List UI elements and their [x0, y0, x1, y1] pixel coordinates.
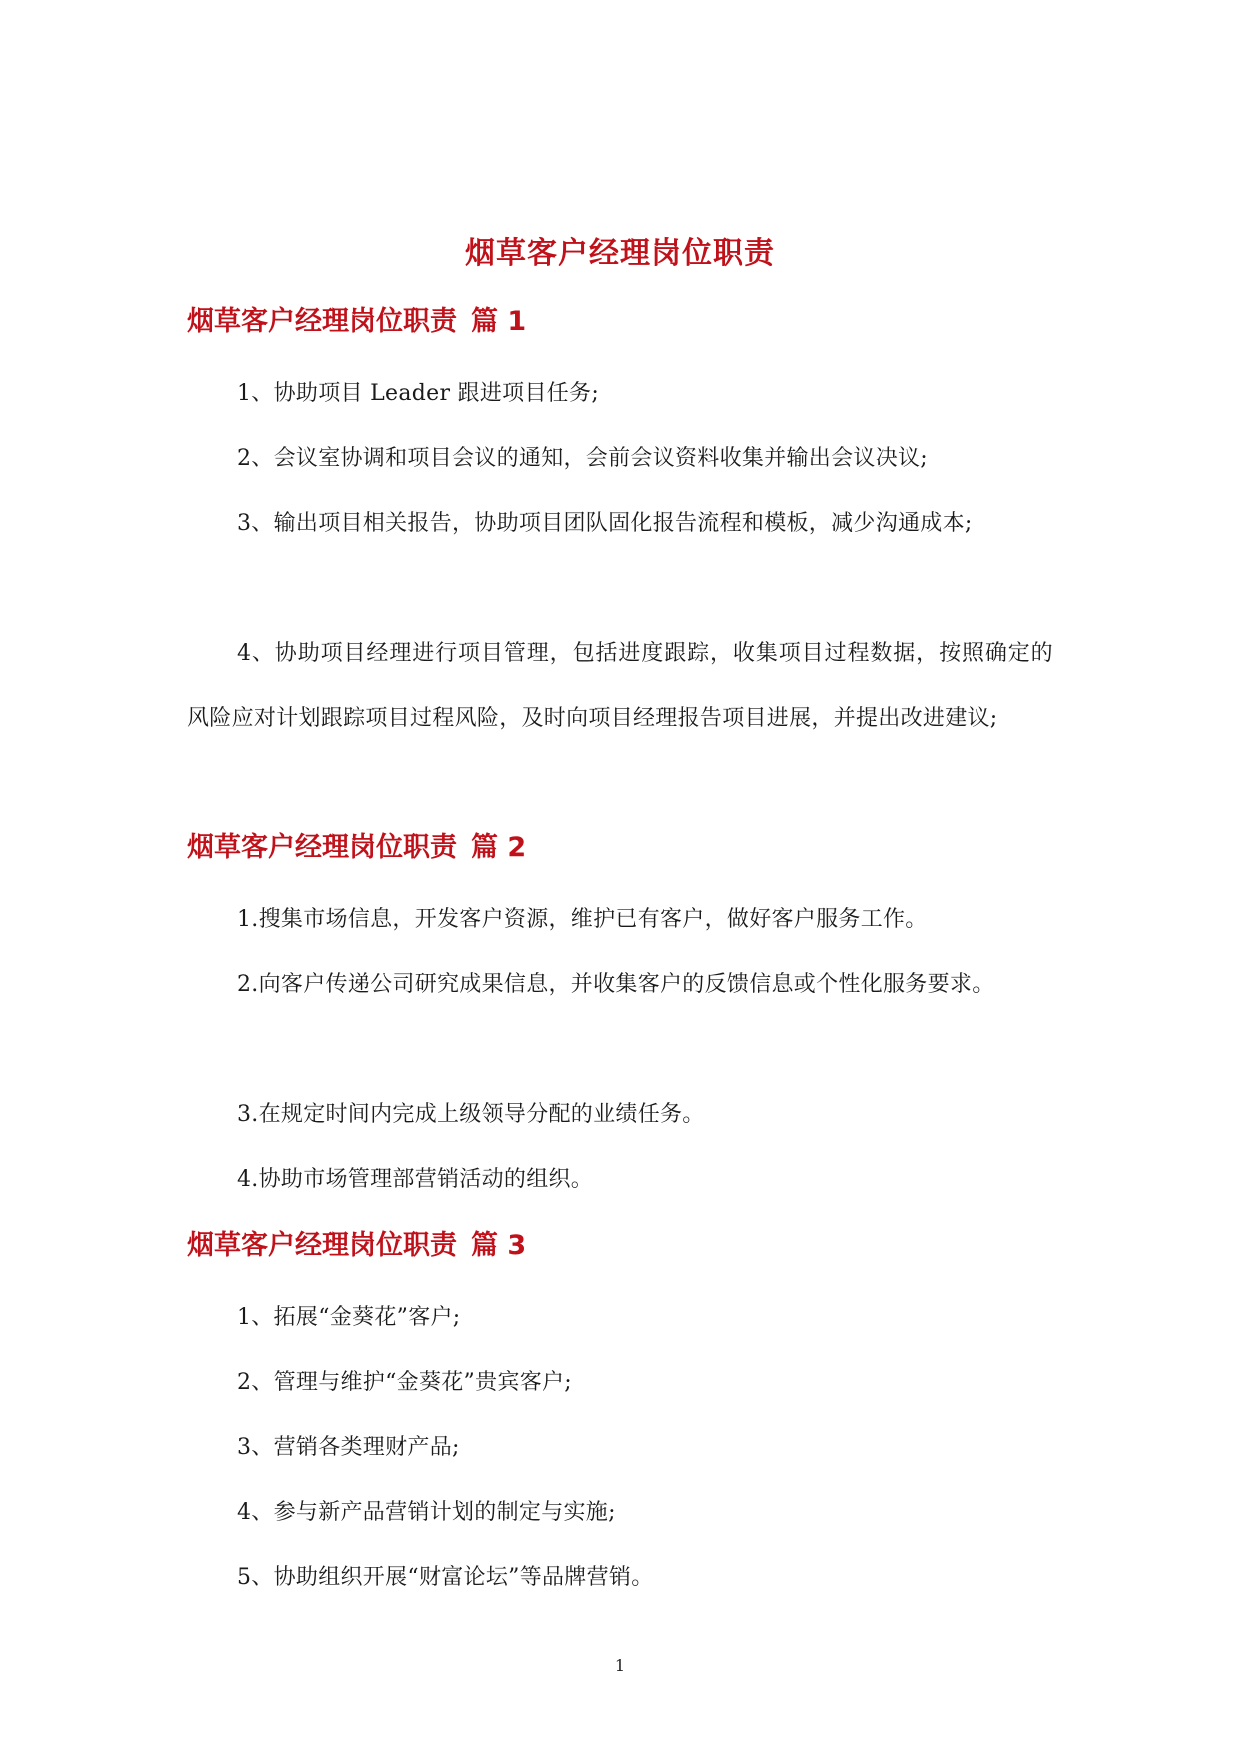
- list-item: 1.搜集市场信息，开发客户资源，维护已有客户，做好客户服务工作。: [237, 907, 928, 932]
- list-item: 2、会议室协调和项目会议的通知，会前会议资料收集并输出会议决议;: [237, 446, 929, 471]
- section-heading-number: 篇 1: [471, 306, 527, 337]
- list-item: 2、管理与维护“金葵花”贵宾客户;: [237, 1370, 573, 1395]
- section-heading-text: 烟草客户经理岗位职责: [187, 832, 457, 863]
- list-item: 4、协助项目经理进行项目管理，包括进度跟踪，收集项目过程数据，按照确定的风险应对计划跟踪项目过程风险，及时向项目经理报告项目进展，并提出改进建议;: [187, 641, 1053, 731]
- section-heading-number: 篇 3: [471, 1230, 527, 1261]
- list-item: 5、协助组织开展“财富论坛”等品牌营销。: [237, 1565, 654, 1590]
- page-number: 1: [614, 1656, 626, 1675]
- list-item: 2.向客户传递公司研究成果信息，并收集客户的反馈信息或个性化服务要求。: [237, 972, 995, 997]
- section-heading-text: 烟草客户经理岗位职责: [187, 306, 457, 337]
- list-item: 4、参与新产品营销计划的制定与实施;: [237, 1500, 616, 1525]
- section-heading-2: [187, 830, 526, 866]
- section-heading-text: 烟草客户经理岗位职责: [187, 1230, 457, 1261]
- section-heading-number: 篇 2: [471, 832, 527, 863]
- list-item: 4.协助市场管理部营销活动的组织。: [237, 1167, 594, 1192]
- list-item: 1、拓展“金葵花”客户;: [237, 1305, 461, 1330]
- list-item: 1、协助项目 Leader 跟进项目任务;: [237, 381, 600, 406]
- list-item: 3、输出项目相关报告，协助项目团队固化报告流程和模板，减少沟通成本;: [237, 511, 973, 536]
- list-item: 3、营销各类理财产品;: [237, 1435, 460, 1460]
- list-item: 3.在规定时间内完成上级领导分配的业绩任务。: [237, 1102, 705, 1127]
- section-heading-1: [187, 304, 526, 340]
- section-heading-3: [187, 1228, 526, 1264]
- document-title: 烟草客户经理岗位职责: [465, 236, 775, 271]
